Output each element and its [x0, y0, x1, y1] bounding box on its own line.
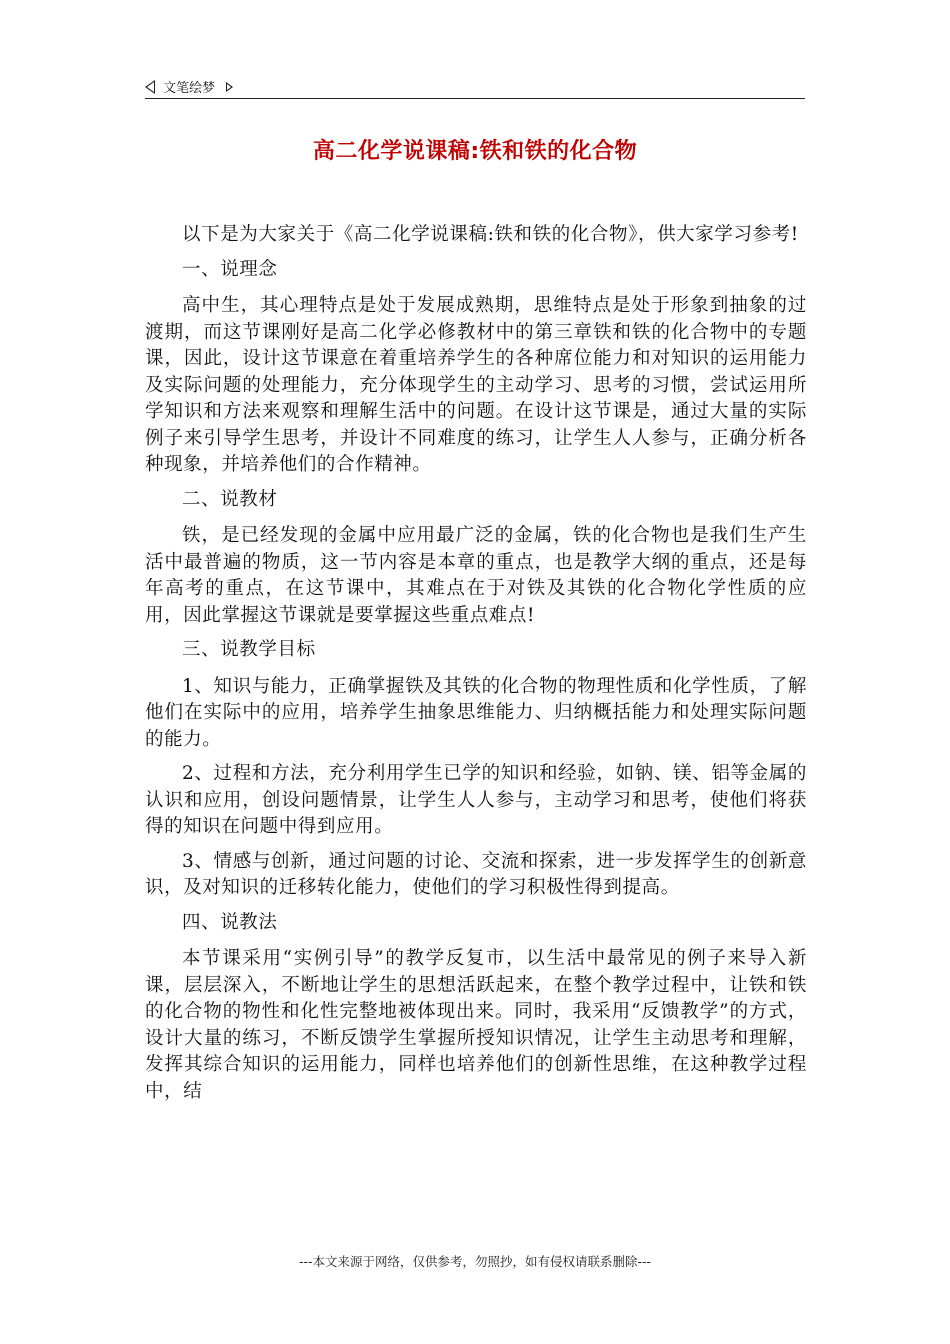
body-paragraph: 1、知识与能力，正确掌握铁及其铁的化合物的物理性质和化学性质，了解他们在实际中的应用，培养学生抽象思维能力、归纳概括能力和处理实际问题的能力。 — [145, 675, 807, 750]
body-paragraph: 铁，是已经发现的金属中应用最广泛的金属，铁的化合物也是我们生产生活中最普遍的物质，这一节内容是本章的重点，也是教学大纲的重点，还是每年高考的重点，在这节课中，其难点在于对铁及其铁的化合物化学性质的应用，因此掌握这节课就是要掌握这些重点难点! — [145, 525, 807, 626]
body-paragraph: 本节课采用“实例引导”的教学反复市，以生活中最常见的例子来导入新课，层层深入，不断地让学生的思想活跃起来，在整个教学过程中，让铁和铁的化合物的物性和化性完整地被体现出来。同时，我采用“反馈教学”的方式，设计大量的练习，不断反馈学生掌握所授知识情况，让学生主动思考和理解，发挥其综合知识的运用能力，同样也培养他们的创新性思维，在这种教学过程中，结 — [145, 948, 807, 1102]
header-brand: 文笔绘梦 — [163, 81, 216, 96]
header-divider — [145, 98, 805, 99]
footer-disclaimer: ---本文来源于网络，仅供参考，勿照抄，如有侵权请联系删除--- — [298, 1254, 652, 1269]
body-paragraph: 2、过程和方法，充分利用学生已学的知识和经验，如钠、镁、铝等金属的认识和应用，创设问题情景，让学生人人参与，主动学习和思考，使他们将获得的知识在问题中得到应用。 — [145, 763, 807, 837]
section-heading: 四、说教法 — [182, 911, 278, 933]
triangle-right-icon — [226, 82, 233, 92]
triangle-left-icon — [145, 80, 155, 94]
section-heading: 三、说教学目标 — [182, 639, 316, 660]
body-paragraph: 高中生，其心理特点是处于发展成熟期，思维特点是处于形象到抽象的过渡期，而这节课刚好是高二化学必修教材中的第三章铁和铁的化合物中的专题课，因此，设计这节课意在着重培养学生的各种席位能力和对知识的运用能力及实际问题的处理能力，充分体现学生的主动学习、思考的习惯，尝试运用所学知识和方法来观察和理解生活中的问题。在设计这节课是，通过大量的实际例子来引导学生思考，并设计不同难度的练习，让学生人人参与，正确分析各种现象，并培养他们的合作精神。 — [145, 295, 807, 475]
body-paragraph: 3、情感与创新，通过问题的讨论、交流和探索，进一步发挥学生的创新意识，及对知识的迁移转化能力，使他们的学习积极性得到提高。 — [145, 850, 807, 898]
document-body — [145, 222, 807, 1113]
body-paragraph: 以下是为大家关于《高二化学说课稿:铁和铁的化合物》，供大家学习参考! — [182, 224, 799, 245]
section-heading: 一、说理念 — [182, 258, 278, 280]
document-title: 高二化学说课稿:铁和铁的化合物 — [312, 139, 638, 164]
section-heading: 二、说教材 — [182, 488, 278, 510]
page-header — [145, 76, 805, 100]
